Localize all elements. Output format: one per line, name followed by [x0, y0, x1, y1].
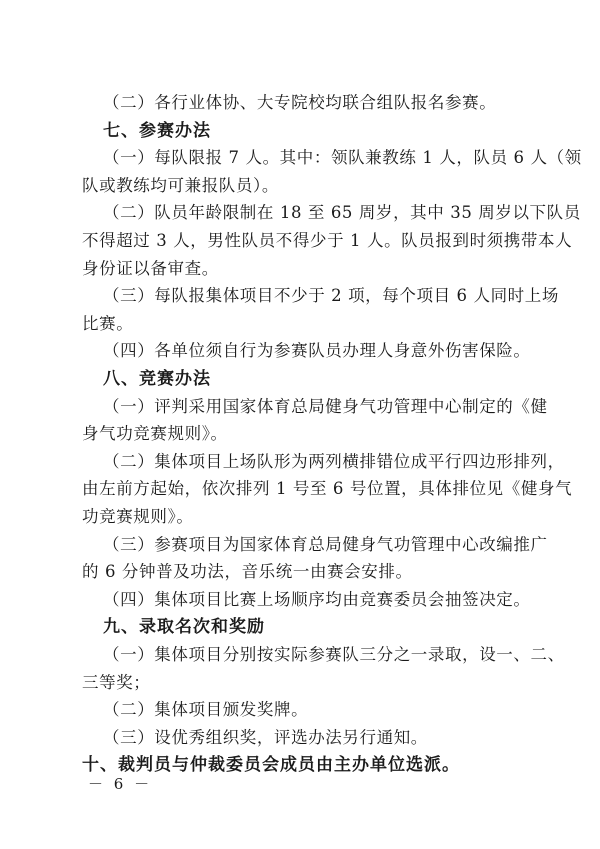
- paragraph-line: 三等奖；: [82, 673, 151, 692]
- paragraph-line: （四）各单位须自行为参赛队员办理人身意外伤害保险。: [103, 341, 531, 360]
- paragraph-line: （四）集体项目比赛上场顺序均由竞赛委员会抽签决定。: [103, 590, 531, 609]
- paragraph-line: 功竞赛规则》。: [82, 507, 194, 526]
- page-number: － 6 －: [88, 775, 153, 793]
- section-heading-competition-method: 八、竞赛办法: [103, 369, 211, 389]
- paragraph-line: （二）集体项目颁发奖牌。: [103, 700, 309, 719]
- section-heading-participation-method: 七、参赛办法: [103, 121, 211, 141]
- paragraph-line: （一）每队限报 7 人。其中：领队兼教练 1 人，队员 6 人（领: [103, 148, 582, 167]
- paragraph-line: （二）集体项目上场队形为两列横排错位成平行四边形排列，: [103, 452, 565, 471]
- paragraph-line: 不得超过 3 人，男性队员不得少于 1 人。队员报到时须携带本人: [82, 231, 573, 250]
- paragraph-line: 队或教练均可兼报队员）。: [82, 176, 279, 195]
- paragraph-line: （二）队员年龄限制在 18 至 65 周岁，其中 35 周岁以下队员: [103, 203, 581, 222]
- paragraph-line: （一）集体项目分别按实际参赛队三分之一录取，设一、二、: [103, 645, 565, 664]
- paragraph-line: 身气功竞赛规则》。: [82, 424, 228, 443]
- paragraph-line: （三）设优秀组织奖，评选办法另行通知。: [103, 728, 428, 747]
- paragraph-line: 由左前方起始，依次排列 1 号至 6 号位置，具体排位见《健身气: [82, 479, 573, 498]
- paragraph-line: （一）评判采用国家体育总局健身气功管理中心制定的《健: [103, 397, 548, 416]
- paragraph-line: 比赛。: [82, 314, 134, 333]
- paragraph-line: （三）每队报集体项目不少于 2 项，每个项目 6 人同时上场: [103, 286, 559, 305]
- paragraph-line: （三）参赛项目为国家体育总局健身气功管理中心改编推广: [103, 535, 548, 554]
- paragraph-line: （二）各行业体协、大专院校均联合组队报名参赛。: [103, 93, 497, 112]
- paragraph-line: 的 6 分钟普及功法，音乐统一由赛会安排。: [82, 562, 413, 581]
- section-heading-referees: 十、裁判员与仲裁委员会成员由主办单位选派。: [82, 755, 460, 775]
- paragraph-line: 身份证以备审查。: [82, 259, 219, 278]
- section-heading-ranking-and-awards: 九、录取名次和奖励: [103, 617, 265, 637]
